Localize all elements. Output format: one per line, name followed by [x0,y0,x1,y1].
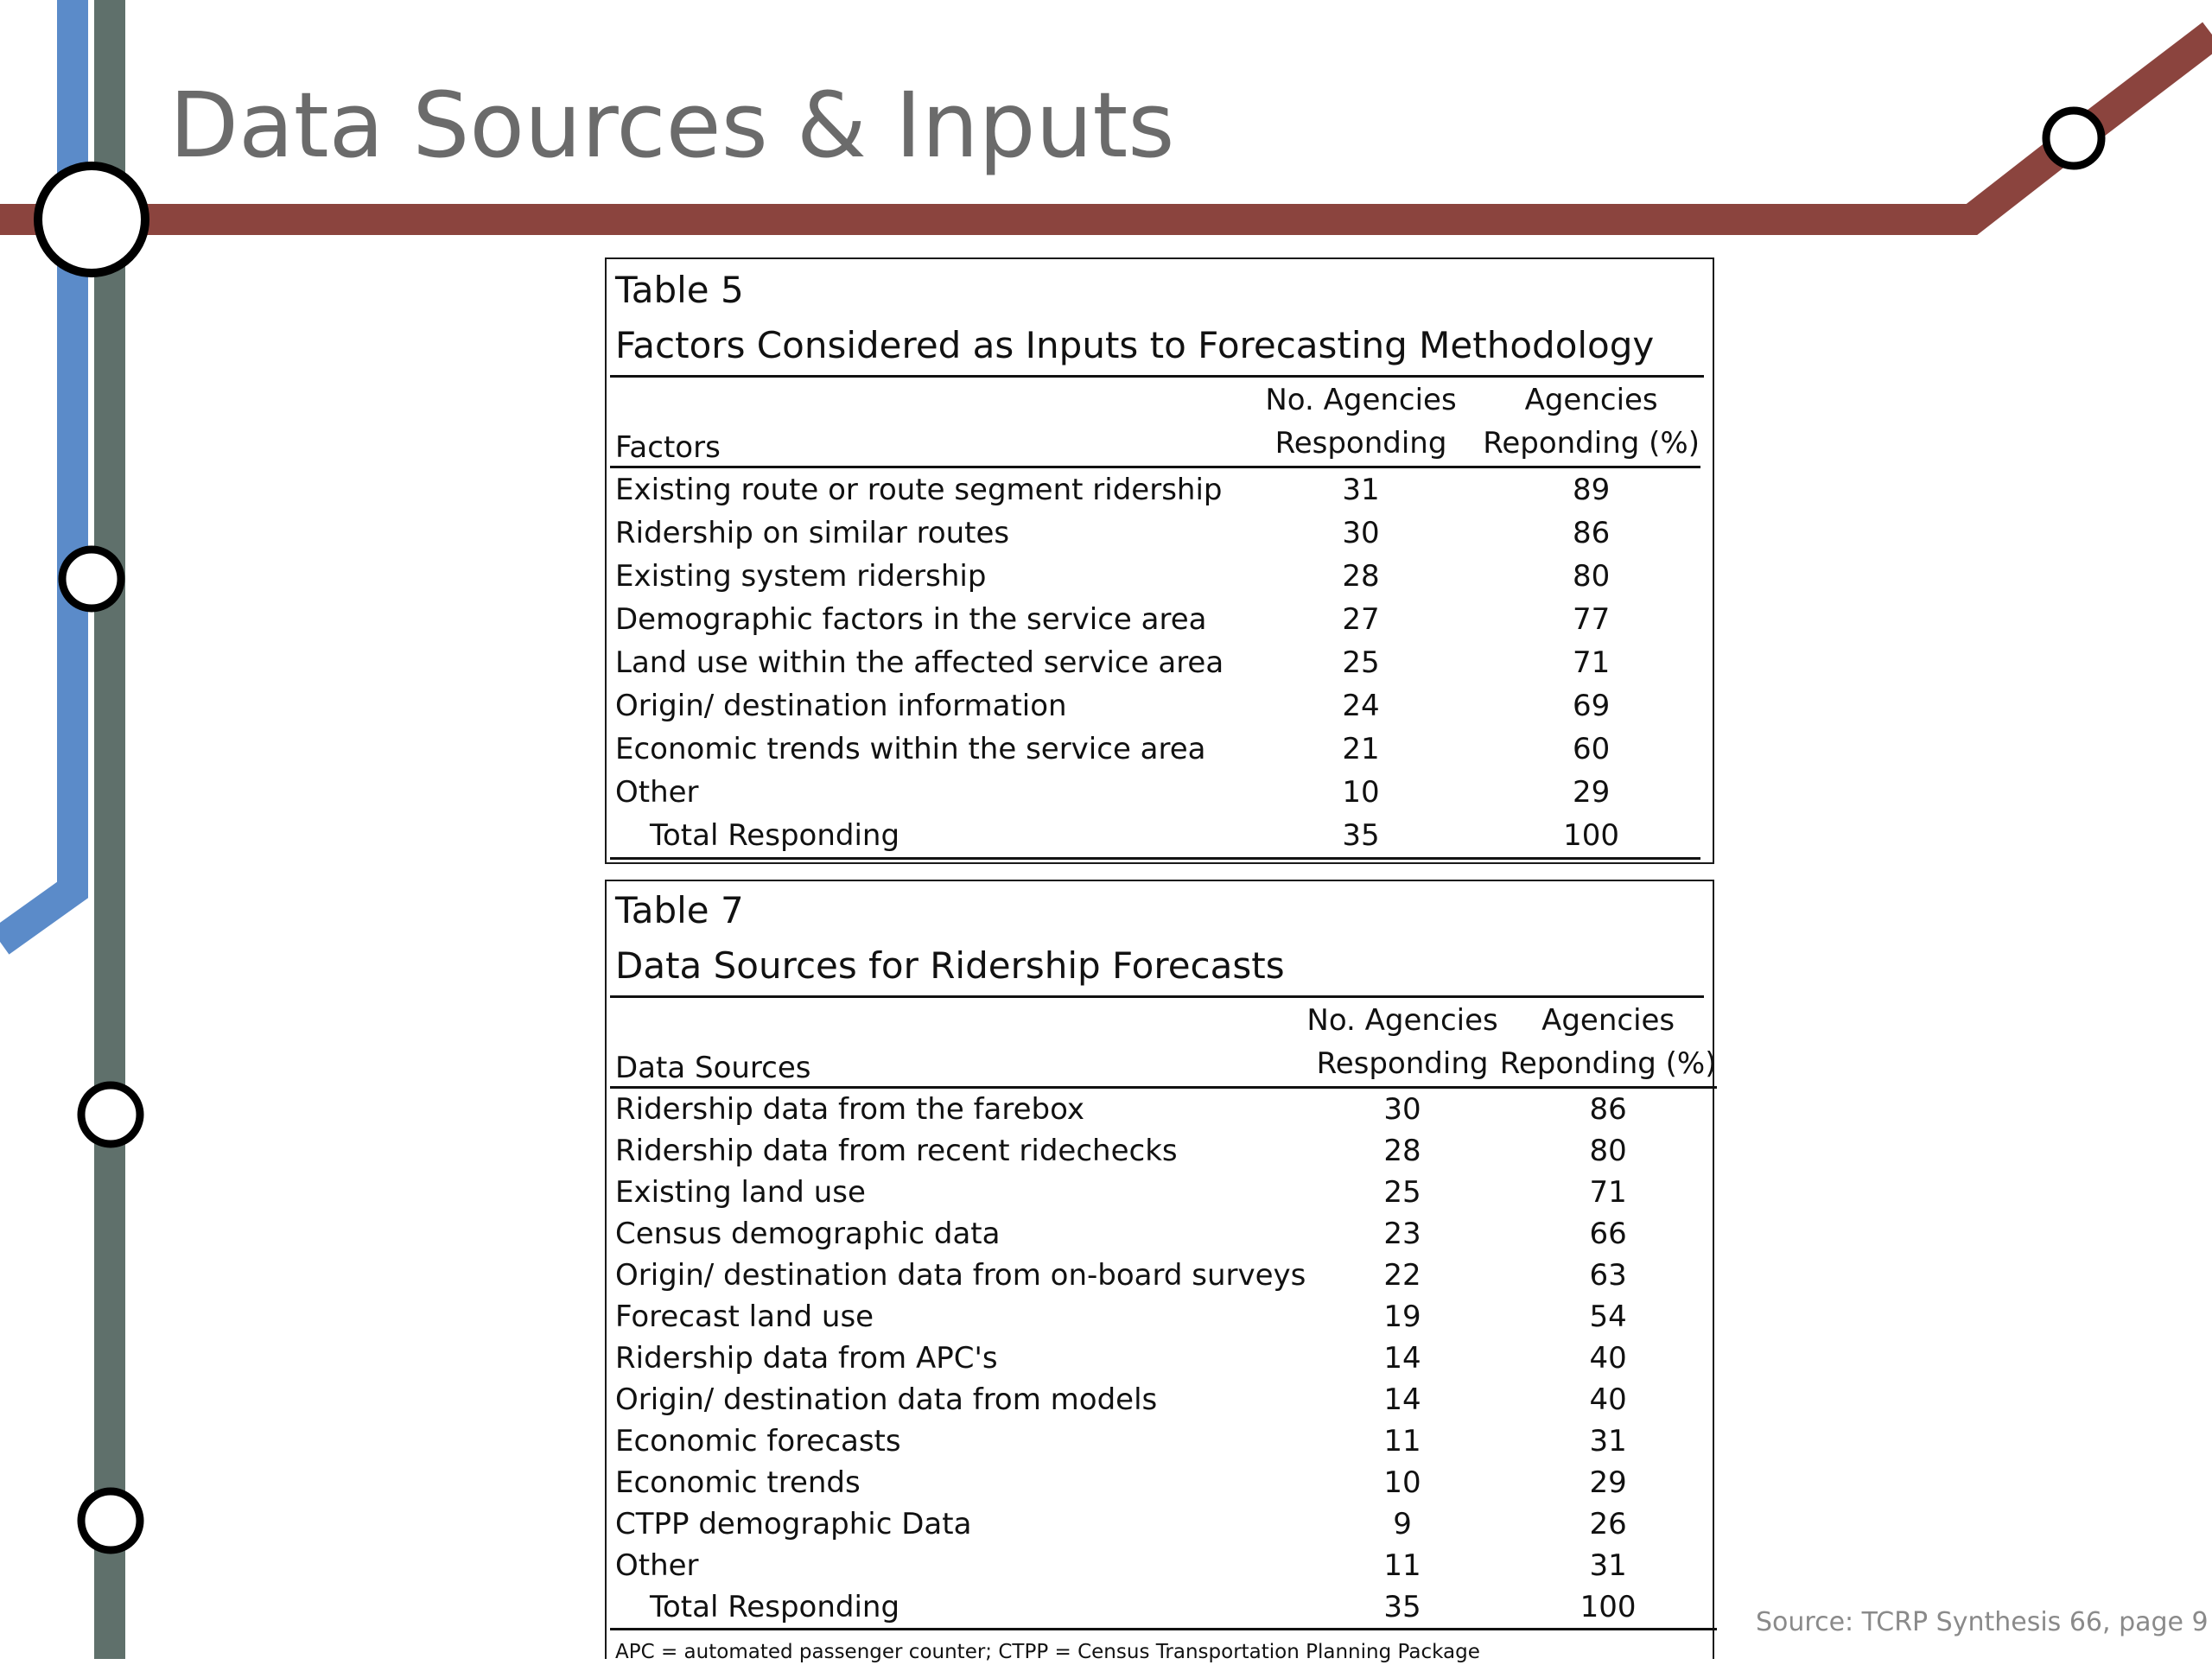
table-row [610,467,1700,512]
row-data-source: Census demographic data [615,1217,1001,1251]
row-data-source: Existing land use [615,1175,866,1210]
row-factor: Existing route or route segment ridership [615,473,1223,507]
row-pct: 89 [1572,473,1611,507]
table-row [610,771,1700,814]
row-no-agencies: 30 [1342,516,1380,550]
row-pct: 29 [1572,775,1611,810]
table-row [610,1255,1717,1296]
row-data-source: CTPP demographic Data [615,1507,972,1541]
table-label: Table 5 [615,269,744,311]
row-pct: 77 [1572,602,1611,637]
factors-table [610,378,1700,860]
row-pct: 86 [1589,1092,1627,1127]
row-pct: 86 [1572,516,1611,550]
row-no-agencies: 25 [1342,645,1380,680]
row-pct: 69 [1572,689,1611,723]
row-pct: 54 [1589,1300,1627,1334]
header-line: Agencies [1541,1003,1675,1038]
row-no-agencies: 14 [1383,1382,1421,1417]
row-no-agencies: 24 [1342,689,1380,723]
row-pct: 26 [1589,1507,1627,1541]
table-row [610,1338,1717,1379]
row-pct: 40 [1589,1382,1627,1417]
table-row [610,1379,1717,1420]
table-header-row [610,998,1717,1088]
column-header-factors: Factors [615,430,721,465]
data-sources-table [610,998,1717,1630]
row-no-agencies: 28 [1342,559,1380,594]
column-header-no-agencies [1306,998,1498,1088]
table-row [610,1130,1717,1172]
row-factor: Existing system ridership [615,559,987,594]
table-row [610,1462,1717,1503]
row-no-agencies: 31 [1342,473,1380,507]
table-row [610,1213,1717,1255]
row-pct: 31 [1589,1424,1627,1458]
column-header-data-sources: Data Sources [615,1051,811,1085]
row-no-agencies: 28 [1383,1134,1421,1168]
table-row [610,641,1700,684]
header-line: Reponding (%) [1499,1046,1717,1081]
table-row [610,598,1700,641]
column-header-agencies-pct [1499,998,1718,1088]
table-row [610,684,1700,728]
station-marker [81,1491,140,1550]
row-no-agencies: 11 [1383,1548,1421,1583]
slide-title: Data Sources & Inputs [169,73,1175,178]
station-marker [81,1085,140,1144]
row-data-source: Economic trends [615,1465,861,1500]
row-no-agencies: 19 [1383,1300,1421,1334]
row-factor: Land use within the affected service area [615,645,1224,680]
header-line: Agencies [1524,383,1658,417]
row-factor: Economic trends within the service area [615,732,1206,766]
row-no-agencies: 23 [1383,1217,1421,1251]
row-factor: Ridership on similar routes [615,516,1010,550]
source-citation: Source: TCRP Synthesis 66, page 9 [1756,1607,2209,1637]
table-footnote: APC = automated passenger counter; CTPP = Census Transportation Planning Package [615,1641,1480,1663]
row-no-agencies: 14 [1383,1341,1421,1376]
row-no-agencies: 21 [1342,732,1380,766]
row-no-agencies: 9 [1393,1507,1412,1541]
header-line: No. Agencies [1306,1003,1498,1038]
header-line: Responding [1274,426,1447,461]
row-pct: 71 [1572,645,1611,680]
table-5-panel [605,257,1714,864]
row-factor: Demographic factors in the service area [615,602,1207,637]
table-row [610,1172,1717,1213]
row-no-agencies: 10 [1383,1465,1421,1500]
table-label: Table 7 [615,889,744,931]
table-row [610,1545,1717,1586]
row-pct: 80 [1589,1134,1627,1168]
row-data-source: Origin/ destination data from models [615,1382,1158,1417]
row-factor: Other [615,775,699,810]
table-row [610,1296,1717,1338]
table-row [610,1503,1717,1545]
total-no-agencies: 35 [1342,818,1380,853]
table-header-row [610,378,1700,467]
table-total-row [610,1586,1717,1630]
table-5-caption [607,263,1713,373]
header-line: Responding [1316,1046,1489,1081]
row-data-source: Ridership data from the farebox [615,1092,1084,1127]
table-7-panel [605,880,1717,1663]
row-pct: 60 [1572,732,1611,766]
row-data-source: Ridership data from recent ridechecks [615,1134,1178,1168]
station-marker-large [38,166,145,273]
row-data-source: Economic forecasts [615,1424,901,1458]
row-data-source: Origin/ destination data from on-board surveys [615,1258,1306,1293]
blue-transit-line [0,0,73,942]
column-header-no-agencies [1240,378,1482,467]
row-no-agencies: 10 [1342,775,1380,810]
row-pct: 71 [1589,1175,1627,1210]
total-label: Total Responding [650,1590,900,1624]
row-no-agencies: 30 [1383,1092,1421,1127]
table-7-caption [607,883,1713,994]
header-line: Reponding (%) [1483,426,1700,461]
row-data-source: Other [615,1548,699,1583]
row-pct: 31 [1589,1548,1627,1583]
table-row [610,512,1700,555]
table-row [610,1088,1717,1131]
total-pct: 100 [1580,1590,1637,1624]
total-pct: 100 [1563,818,1620,853]
table-title: Data Sources for Ridership Forecasts [615,944,1285,987]
table-total-row [610,814,1700,859]
row-data-source: Forecast land use [615,1300,874,1334]
row-pct: 66 [1589,1217,1627,1251]
row-no-agencies: 25 [1383,1175,1421,1210]
table-row [610,728,1700,771]
row-data-source: Ridership data from APC's [615,1341,998,1376]
row-pct: 29 [1589,1465,1627,1500]
station-marker [62,550,121,608]
table-row [610,1420,1717,1462]
row-no-agencies: 11 [1383,1424,1421,1458]
row-factor: Origin/ destination information [615,689,1067,723]
table-row [610,555,1700,598]
header-line: No. Agencies [1265,383,1457,417]
total-label: Total Responding [650,818,900,853]
table-title: Factors Considered as Inputs to Forecasting Methodology [615,324,1655,366]
total-no-agencies: 35 [1383,1590,1421,1624]
column-header-agencies-pct [1482,378,1700,467]
row-no-agencies: 22 [1383,1258,1421,1293]
row-pct: 80 [1572,559,1611,594]
row-no-agencies: 27 [1342,602,1380,637]
station-marker [2046,111,2101,166]
row-pct: 40 [1589,1341,1627,1376]
row-pct: 63 [1589,1258,1627,1293]
